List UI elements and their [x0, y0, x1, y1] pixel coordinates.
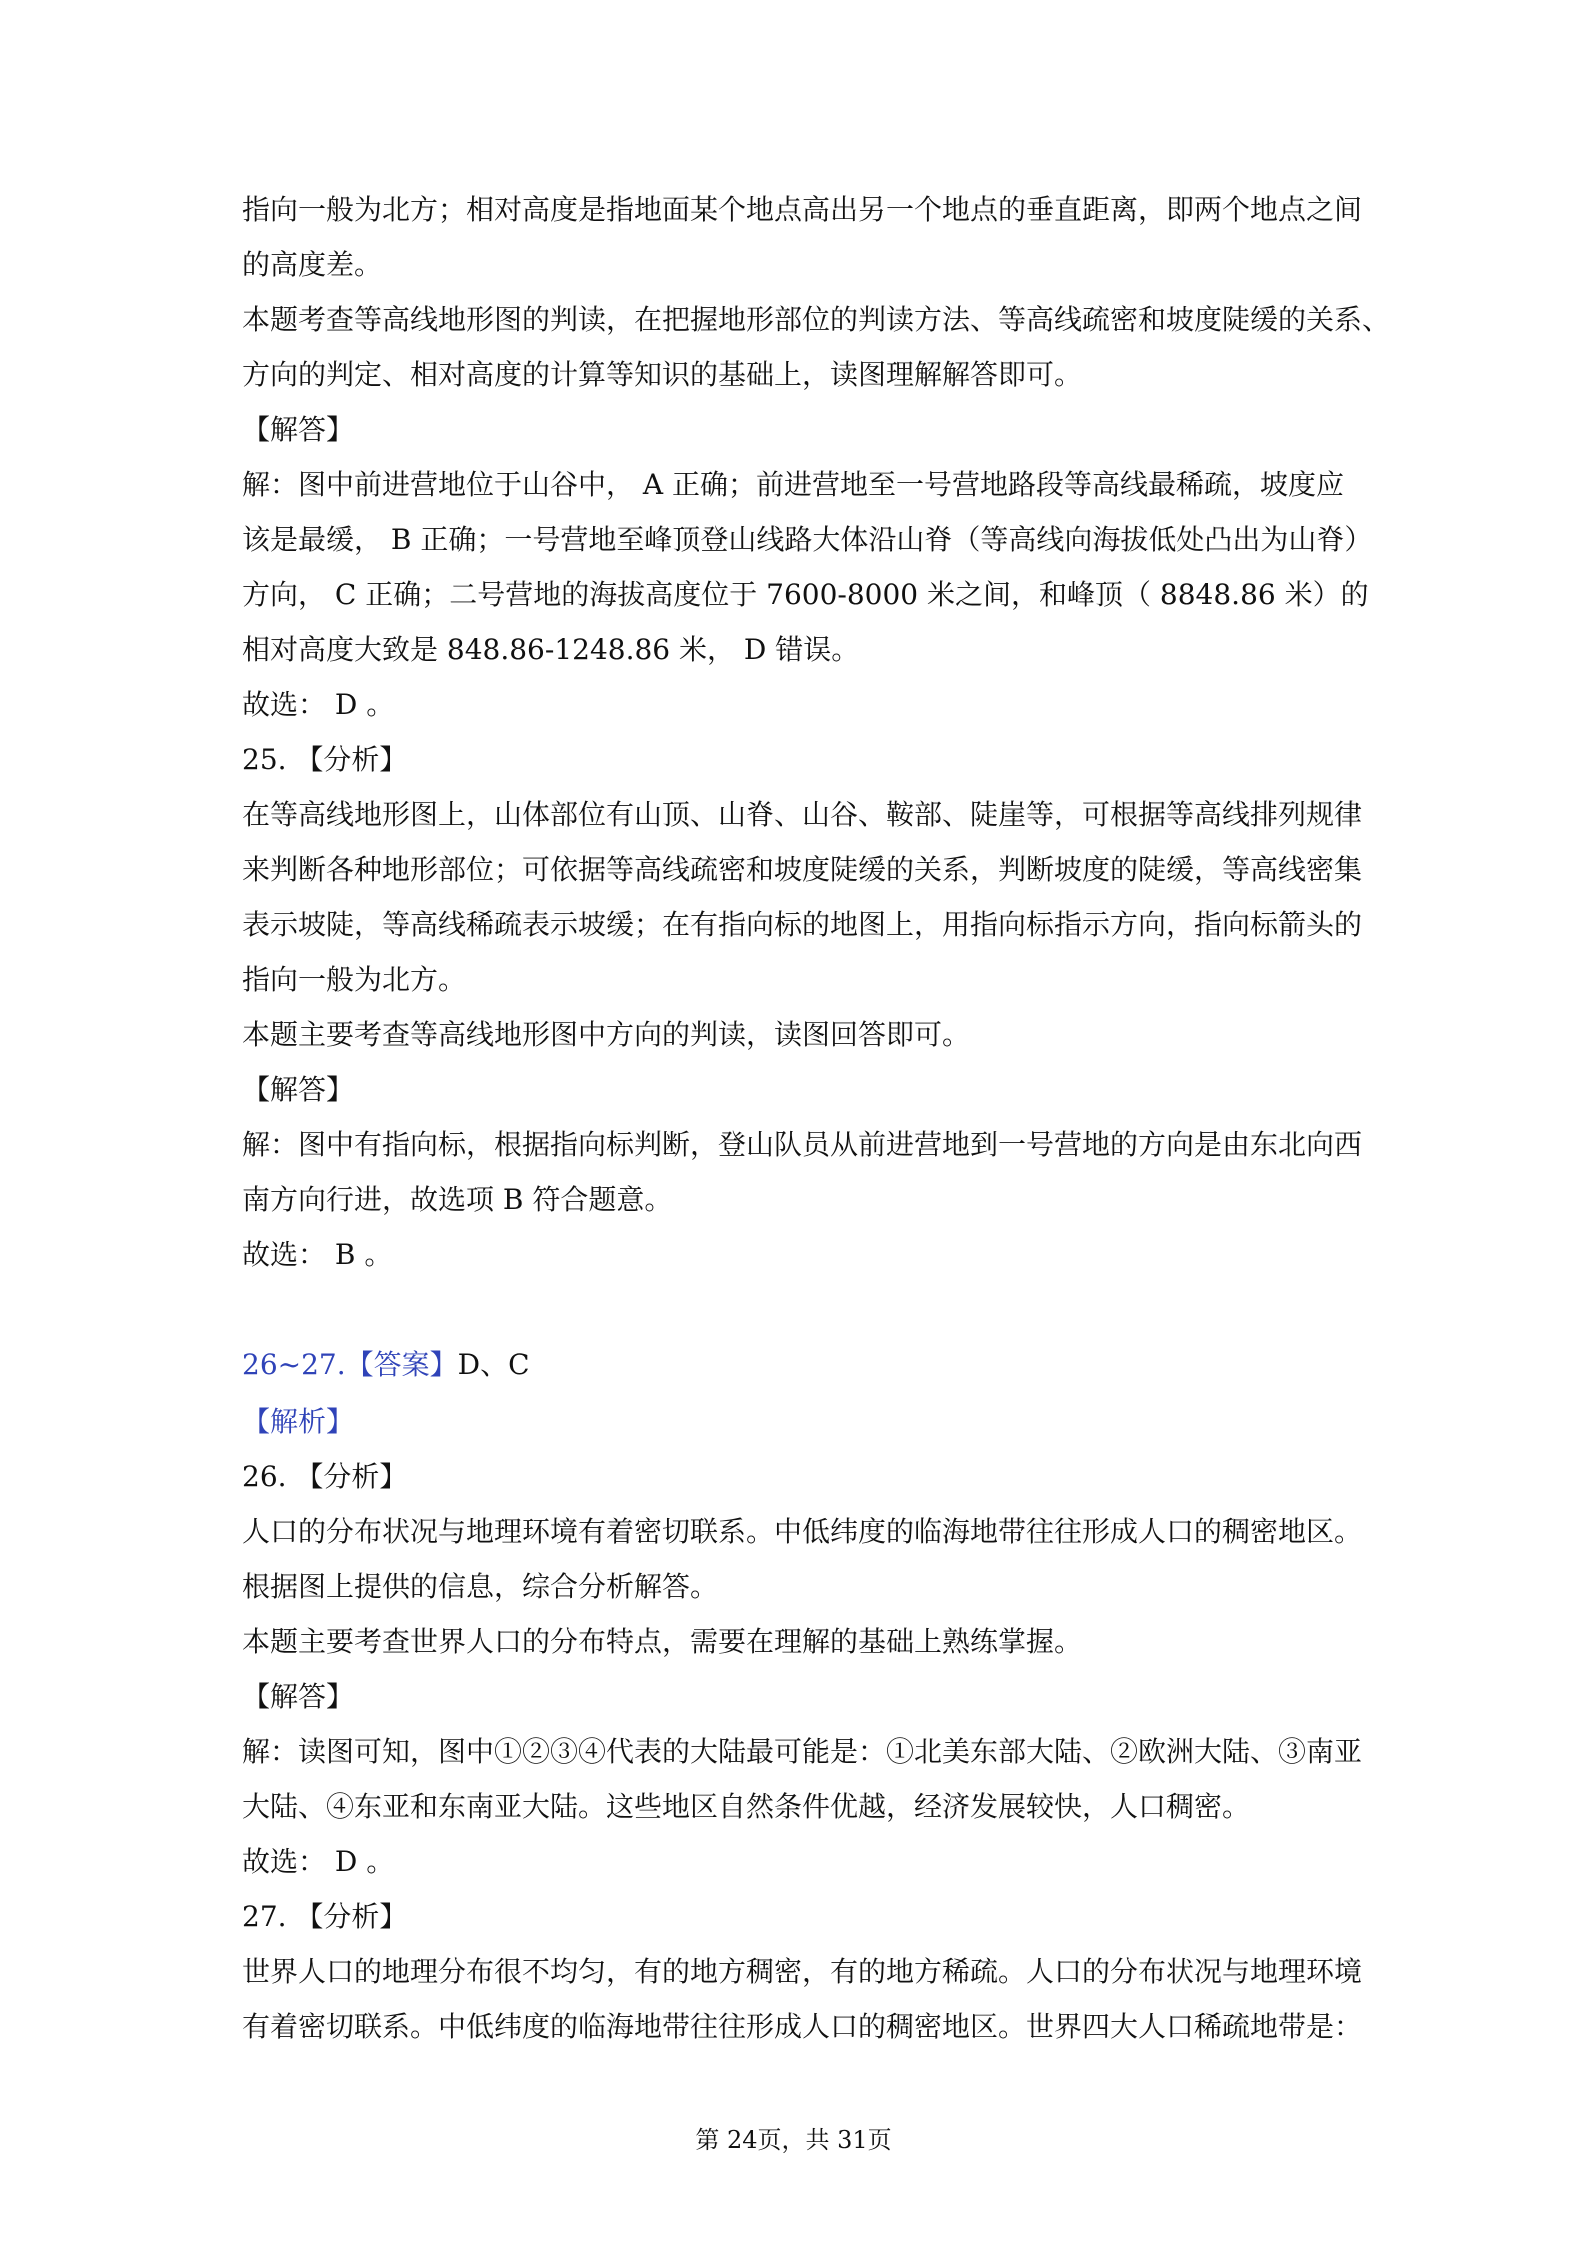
text-line: 根据图上提供的信息，综合分析解答。 [242, 1570, 719, 1603]
section-heading-answer: 【解答】 [242, 413, 355, 446]
text-line: 解：图中有指向标，根据指向标判断，登山队员从前进营地到一号营地的方向是由东北向西 [242, 1128, 1363, 1161]
text-line: 南方向行进，故选项 B 符合题意。 [242, 1183, 673, 1216]
text-line: 相对高度大致是 848.86-1248.86 米， D 错误。 [242, 633, 860, 666]
text-line: 世界人口的地理分布很不均匀，有的地方稠密，有的地方稀疏。人口的分布状况与地理环境 [242, 1955, 1363, 1988]
text-line: 方向的判定、相对高度的计算等知识的基础上，读图理解解答即可。 [242, 358, 1083, 391]
text-line: 解：读图可知，图中①②③④代表的大陆最可能是：①北美东部大陆、②欧洲大陆、③南亚 [242, 1735, 1363, 1768]
text-line: 的高度差。 [242, 248, 383, 281]
analysis-heading: 【解析】 [242, 1405, 355, 1438]
text-line: 指向一般为北方；相对高度是指地面某个地点高出另一个地点的垂直距离，即两个地点之间 [242, 193, 1363, 226]
answer-line [242, 1345, 1352, 1385]
choice-line: 故选： D 。 [242, 1845, 395, 1878]
text-line: 本题主要考查等高线地形图中方向的判读，读图回答即可。 [242, 1018, 971, 1051]
choice-line: 故选： B 。 [242, 1238, 393, 1271]
answer-heading: 26~27.【答案】 [242, 1348, 458, 1381]
text-line: 大陆、④东亚和东南亚大陆。这些地区自然条件优越，经济发展较快，人口稠密。 [242, 1790, 1251, 1823]
text-line: 解：图中前进营地位于山谷中， A 正确；前进营地至一号营地路段等高线最稀疏，坡度应 [242, 468, 1345, 501]
page-number-footer: 第 24页，共 31页 [695, 2126, 892, 2154]
text-line: 来判断各种地形部位；可依据等高线疏密和坡度陡缓的关系，判断坡度的陡缓，等高线密集 [242, 853, 1363, 886]
text-line: 该是最缓， B 正确；一号营地至峰顶登山线路大体沿山脊（等高线向海拔低处凸出为山脊） [242, 523, 1373, 556]
text-line: 人口的分布状况与地理环境有着密切联系。中低纬度的临海地带往往形成人口的稠密地区。 [242, 1515, 1363, 1548]
text-line: 方向， C 正确；二号营地的海拔高度位于 7600-8000 米之间，和峰顶（ 8848.86 米）的 [242, 578, 1369, 611]
choice-line: 故选： D 。 [242, 688, 395, 721]
section-heading-answer: 【解答】 [242, 1680, 355, 1713]
text-line: 表示坡陡，等高线稀疏表示坡缓；在有指向标的地图上，用指向标指示方向，指向标箭头的 [242, 908, 1363, 941]
section-heading-analysis: 26. 【分析】 [242, 1460, 408, 1493]
text-line: 在等高线地形图上，山体部位有山顶、山脊、山谷、鞍部、陡崖等，可根据等高线排列规律 [242, 798, 1363, 831]
text-line: 指向一般为北方。 [242, 963, 467, 996]
text-line: 本题主要考查世界人口的分布特点，需要在理解的基础上熟练掌握。 [242, 1625, 1083, 1658]
answer-value: D、C [457, 1348, 530, 1381]
section-heading-analysis: 27. 【分析】 [242, 1900, 408, 1933]
text-line: 本题考查等高线地形图的判读，在把握地形部位的判读方法、等高线疏密和坡度陡缓的关系、 [242, 303, 1391, 336]
text-line: 有着密切联系。中低纬度的临海地带往往形成人口的稠密地区。世界四大人口稀疏地带是： [242, 2010, 1363, 2043]
section-heading-analysis: 25. 【分析】 [242, 743, 408, 776]
section-heading-answer: 【解答】 [242, 1073, 355, 1106]
